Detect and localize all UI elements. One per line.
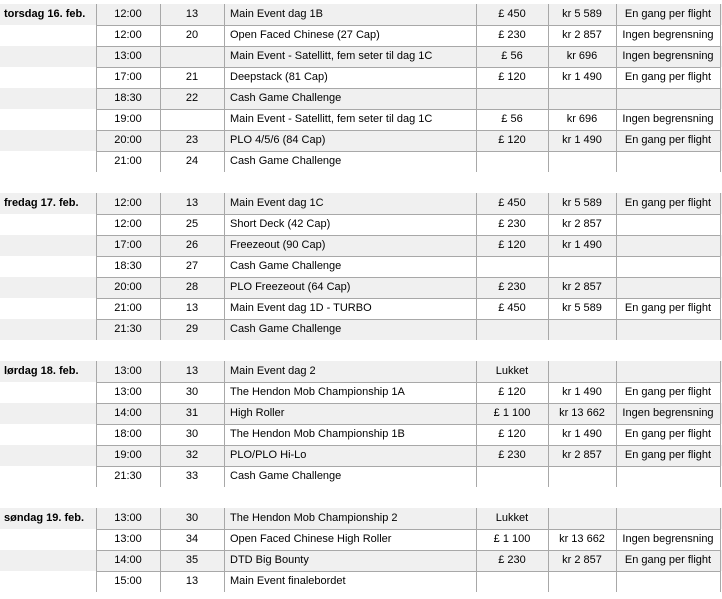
time-cell: 20:00 [114, 281, 142, 293]
table-row [0, 445, 722, 466]
event-number-cell: 13 [185, 365, 199, 377]
time-cell: 12:00 [114, 8, 142, 20]
column-divider [720, 361, 721, 487]
column-divider [548, 193, 549, 340]
reentry-cell: En gang per flight [624, 554, 712, 566]
event-number-cell: 34 [185, 533, 199, 545]
time-cell: 13:00 [114, 386, 142, 398]
row-divider [96, 466, 720, 467]
row-divider [96, 151, 720, 152]
row-divider [96, 130, 720, 131]
time-cell: 12:00 [114, 29, 142, 41]
table-row [0, 193, 722, 214]
table-row [0, 235, 722, 256]
reentry-cell: En gang per flight [624, 449, 712, 461]
price-nok-cell [548, 319, 616, 340]
reentry-cell: En gang per flight [624, 386, 712, 398]
reentry-cell [616, 256, 720, 277]
price-gbp-cell [476, 88, 548, 109]
reentry-cell: Ingen begrensning [622, 113, 714, 125]
event-number-cell: 30 [185, 386, 199, 398]
row-divider [96, 88, 720, 89]
row-divider [96, 382, 720, 383]
table-row [0, 361, 722, 382]
time-cell: 21:30 [114, 323, 142, 335]
row-divider [96, 25, 720, 26]
price-gbp-cell: £ 120 [498, 428, 526, 440]
row-divider [96, 319, 720, 320]
reentry-cell [616, 151, 720, 172]
time-cell: 12:00 [114, 197, 142, 209]
price-gbp-cell: £ 230 [498, 29, 526, 41]
event-number-cell: 33 [185, 470, 199, 482]
price-nok-cell: kr 696 [566, 113, 598, 125]
reentry-cell: En gang per flight [624, 428, 712, 440]
price-nok-cell [548, 508, 616, 529]
table-row [0, 424, 722, 445]
row-divider [96, 277, 720, 278]
column-divider [616, 193, 617, 340]
time-cell: 13:00 [114, 365, 142, 377]
time-cell: 13:00 [114, 533, 142, 545]
event-number-cell: 13 [185, 302, 199, 314]
event-name-cell: Cash Game Challenge [230, 260, 342, 272]
table-row [0, 109, 722, 130]
time-cell: 21:00 [114, 155, 142, 167]
time-cell: 17:00 [114, 239, 142, 251]
event-number-cell: 32 [185, 449, 199, 461]
price-gbp-cell [476, 151, 548, 172]
reentry-cell [616, 235, 720, 256]
time-cell: 18:00 [114, 428, 142, 440]
row-divider [96, 445, 720, 446]
event-name-cell: Main Event finalebordet [230, 575, 346, 587]
day-label: lørdag 18. feb. [4, 365, 79, 377]
day-block [0, 4, 722, 172]
time-cell: 15:00 [114, 575, 142, 587]
event-name-cell: Cash Game Challenge [230, 470, 342, 482]
reentry-cell [616, 508, 720, 529]
reentry-cell [616, 466, 720, 487]
price-nok-cell: kr 1 490 [562, 71, 602, 83]
time-cell: 12:00 [114, 218, 142, 230]
event-number-cell: 27 [185, 260, 199, 272]
price-gbp-cell: £ 230 [498, 218, 526, 230]
event-name-cell: Freezeout (90 Cap) [230, 239, 326, 251]
event-name-cell: Short Deck (42 Cap) [230, 218, 331, 230]
reentry-cell: En gang per flight [624, 8, 712, 20]
table-row [0, 88, 722, 109]
price-nok-cell: kr 5 589 [562, 8, 602, 20]
price-nok-cell: kr 1 490 [562, 428, 602, 440]
event-name-cell: The Hendon Mob Championship 1B [230, 428, 405, 440]
event-number-cell: 30 [185, 428, 199, 440]
row-divider [96, 235, 720, 236]
table-row [0, 25, 722, 46]
row-divider [96, 46, 720, 47]
event-number-cell: 20 [185, 29, 199, 41]
price-gbp-cell: £ 120 [498, 134, 526, 146]
price-gbp-cell: £ 230 [498, 281, 526, 293]
day-block [0, 193, 722, 340]
event-name-cell: PLO/PLO Hi-Lo [230, 449, 307, 461]
time-cell: 14:00 [114, 407, 142, 419]
price-gbp-cell: £ 56 [501, 113, 523, 125]
event-number-cell: 21 [185, 71, 199, 83]
column-divider [720, 193, 721, 340]
reentry-cell [616, 277, 720, 298]
column-divider [476, 193, 477, 340]
event-name-cell: Cash Game Challenge [230, 323, 342, 335]
price-nok-cell: kr 13 662 [559, 407, 605, 419]
table-row [0, 508, 722, 529]
event-name-cell: Open Faced Chinese (27 Cap) [230, 29, 380, 41]
event-number-cell: 30 [185, 512, 199, 524]
price-gbp-cell [476, 466, 548, 487]
row-divider [96, 109, 720, 110]
price-nok-cell [548, 361, 616, 382]
event-name-cell: PLO Freezeout (64 Cap) [230, 281, 351, 293]
event-number-cell: 13 [185, 197, 199, 209]
table-row [0, 256, 722, 277]
reentry-cell: Ingen begrensning [622, 29, 714, 41]
event-name-cell: PLO 4/5/6 (84 Cap) [230, 134, 326, 146]
row-divider [96, 214, 720, 215]
column-divider [720, 508, 721, 592]
time-cell: 19:00 [114, 113, 142, 125]
table-row [0, 130, 722, 151]
time-cell: 18:30 [114, 92, 142, 104]
price-gbp-cell: £ 1 100 [493, 533, 531, 545]
table-row [0, 382, 722, 403]
event-name-cell: Main Event dag 1D - TURBO [230, 302, 372, 314]
reentry-cell [616, 319, 720, 340]
event-number-cell: 24 [185, 155, 199, 167]
price-gbp-cell: Lukket [495, 512, 529, 524]
day-label: søndag 19. feb. [4, 512, 85, 524]
price-gbp-cell [476, 571, 548, 592]
price-nok-cell [548, 151, 616, 172]
event-name-cell: Main Event dag 1B [230, 8, 323, 20]
price-gbp-cell: £ 120 [498, 386, 526, 398]
price-gbp-cell: £ 450 [498, 197, 526, 209]
reentry-cell: En gang per flight [624, 134, 712, 146]
price-nok-cell: kr 1 490 [562, 134, 602, 146]
price-gbp-cell: £ 1 100 [493, 407, 531, 419]
reentry-cell [616, 571, 720, 592]
event-name-cell: Main Event dag 1C [230, 197, 324, 209]
price-nok-cell [548, 88, 616, 109]
table-row [0, 466, 722, 487]
reentry-cell: En gang per flight [624, 197, 712, 209]
price-nok-cell: kr 13 662 [559, 533, 605, 545]
event-name-cell: Main Event - Satellitt, fem seter til dag 1C [230, 50, 433, 62]
price-gbp-cell: £ 450 [498, 302, 526, 314]
reentry-cell: Ingen begrensning [622, 533, 714, 545]
time-cell: 17:00 [114, 71, 142, 83]
price-nok-cell: kr 2 857 [562, 281, 602, 293]
event-name-cell: The Hendon Mob Championship 1A [230, 386, 405, 398]
time-cell: 21:30 [114, 470, 142, 482]
reentry-cell: Ingen begrensning [622, 50, 714, 62]
time-cell: 14:00 [114, 554, 142, 566]
price-nok-cell: kr 2 857 [562, 554, 602, 566]
event-number-cell: 13 [185, 8, 199, 20]
table-row [0, 67, 722, 88]
price-gbp-cell: £ 120 [498, 71, 526, 83]
day-block [0, 508, 722, 592]
row-divider [96, 571, 720, 572]
event-number-cell: 29 [185, 323, 199, 335]
event-number-cell: 25 [185, 218, 199, 230]
reentry-cell: En gang per flight [624, 71, 712, 83]
price-nok-cell: kr 5 589 [562, 197, 602, 209]
event-name-cell: DTD Big Bounty [230, 554, 309, 566]
price-gbp-cell: £ 56 [501, 50, 523, 62]
column-divider [160, 193, 161, 340]
price-gbp-cell: £ 230 [498, 449, 526, 461]
row-divider [96, 403, 720, 404]
price-nok-cell: kr 2 857 [562, 218, 602, 230]
column-divider [224, 193, 225, 340]
table-row [0, 550, 722, 571]
reentry-cell: Ingen begrensning [622, 407, 714, 419]
event-name-cell: Cash Game Challenge [230, 155, 342, 167]
event-number-cell [160, 109, 224, 130]
price-gbp-cell [476, 319, 548, 340]
time-cell: 13:00 [114, 50, 142, 62]
price-nok-cell: kr 1 490 [562, 386, 602, 398]
row-divider [96, 298, 720, 299]
time-cell: 13:00 [114, 512, 142, 524]
event-name-cell: The Hendon Mob Championship 2 [230, 512, 398, 524]
price-gbp-cell: £ 450 [498, 8, 526, 20]
table-row [0, 151, 722, 172]
row-divider [96, 529, 720, 530]
row-divider [96, 67, 720, 68]
price-nok-cell [548, 571, 616, 592]
day-label: torsdag 16. feb. [4, 8, 86, 20]
event-name-cell: Main Event dag 2 [230, 365, 316, 377]
price-gbp-cell: £ 120 [498, 239, 526, 251]
price-gbp-cell: £ 230 [498, 554, 526, 566]
time-cell: 18:30 [114, 260, 142, 272]
price-gbp-cell: Lukket [495, 365, 529, 377]
table-row [0, 4, 722, 25]
day-label: fredag 17. feb. [4, 197, 79, 209]
event-number-cell: 28 [185, 281, 199, 293]
time-cell: 21:00 [114, 302, 142, 314]
table-row [0, 403, 722, 424]
table-row [0, 46, 722, 67]
reentry-cell [616, 361, 720, 382]
time-cell: 19:00 [114, 449, 142, 461]
event-number-cell: 31 [185, 407, 199, 419]
day-block [0, 361, 722, 487]
column-divider [96, 193, 97, 340]
time-cell: 20:00 [114, 134, 142, 146]
event-name-cell: Deepstack (81 Cap) [230, 71, 328, 83]
price-nok-cell: kr 5 589 [562, 302, 602, 314]
table-row [0, 319, 722, 340]
event-number-cell: 23 [185, 134, 199, 146]
column-divider [720, 4, 721, 172]
reentry-cell [616, 214, 720, 235]
price-nok-cell: kr 2 857 [562, 29, 602, 41]
row-divider [96, 550, 720, 551]
table-row [0, 571, 722, 592]
price-nok-cell [548, 256, 616, 277]
event-name-cell: High Roller [230, 407, 285, 419]
price-nok-cell: kr 696 [566, 50, 598, 62]
price-nok-cell: kr 2 857 [562, 449, 602, 461]
event-number-cell: 22 [185, 92, 199, 104]
event-name-cell: Cash Game Challenge [230, 92, 342, 104]
event-name-cell: Open Faced Chinese High Roller [230, 533, 392, 545]
reentry-cell [616, 88, 720, 109]
event-number-cell: 26 [185, 239, 199, 251]
price-gbp-cell [476, 256, 548, 277]
event-number-cell: 35 [185, 554, 199, 566]
table-row [0, 214, 722, 235]
event-number-cell [160, 46, 224, 67]
event-number-cell: 13 [185, 575, 199, 587]
event-name-cell: Main Event - Satellitt, fem seter til dag 1C [230, 113, 433, 125]
table-row [0, 298, 722, 319]
row-divider [96, 424, 720, 425]
price-nok-cell [548, 466, 616, 487]
table-row [0, 277, 722, 298]
reentry-cell: En gang per flight [624, 302, 712, 314]
table-row [0, 529, 722, 550]
row-divider [96, 256, 720, 257]
price-nok-cell: kr 1 490 [562, 239, 602, 251]
